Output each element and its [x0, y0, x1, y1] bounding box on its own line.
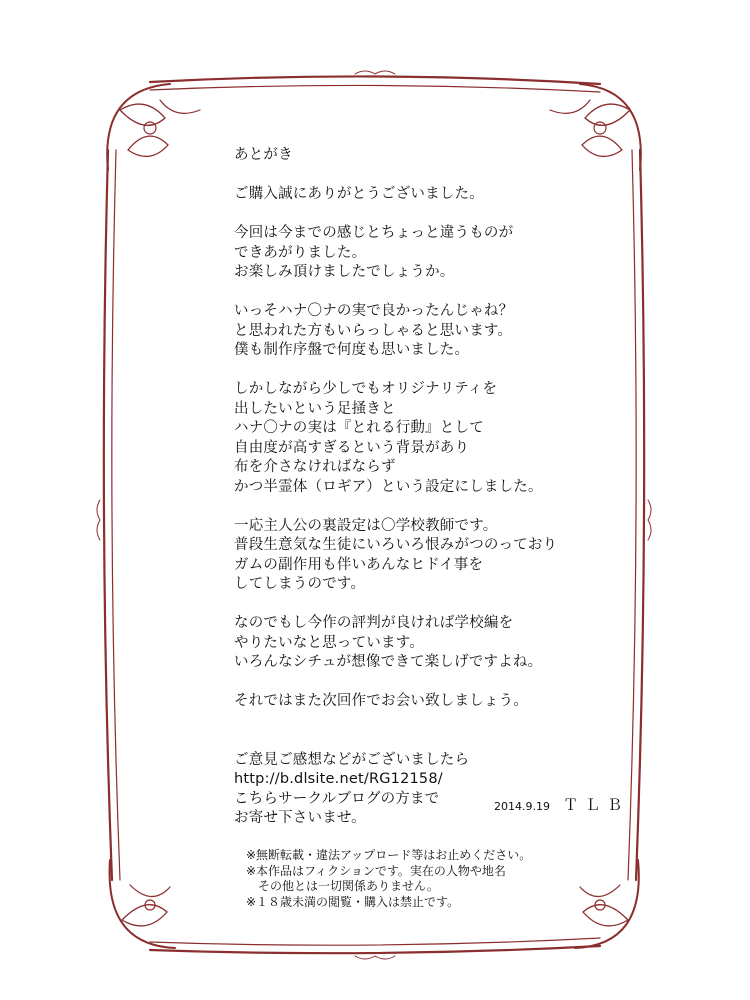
contact-line: お寄せ下さいませ。: [234, 810, 366, 826]
paragraph-line: 布を介さなければならず: [234, 459, 396, 475]
paragraph-line: それではまた次回作でお会い致しましょう。: [234, 693, 528, 709]
note-line: ※本作品はフィクションです。実在の人物や地名: [246, 863, 506, 878]
contact-line: ご意見ご感想などがございましたら: [234, 751, 470, 768]
paragraph-line: と思われた方もいらっしゃると思います。: [234, 322, 513, 339]
afterword-body: [234, 146, 634, 829]
signature-date: 2014.9.19: [494, 800, 550, 813]
paragraph-line: 自由度が高すぎるという背景があり: [234, 439, 470, 456]
paragraph-line: かつ半霊体（ロギア）という設定にしました。: [234, 478, 543, 495]
note-line: その他とは一切関係ありません。: [246, 879, 439, 893]
paragraph-line: しかしながら少しでもオリジナリティを: [234, 381, 498, 397]
paragraph-line: 一応主人公の裏設定は〇学校教師です。: [234, 517, 498, 534]
signature-name: ＴＬＢ: [563, 796, 630, 814]
paragraph-line: ご購入誠にありがとうございました。: [234, 186, 484, 202]
contact-line: こちらサークルブログの方まで: [234, 790, 440, 807]
note-line: ※１８歳未満の閲覧・購入は禁止です。: [246, 894, 460, 909]
paragraph-line: ガムの副作用も伴いあんなヒドイ事を: [234, 556, 484, 573]
afterword-heading: あとがき: [234, 147, 293, 163]
legal-notes: [246, 848, 531, 910]
paragraph-line: ハナ〇ナの実は『とれる行動』として: [234, 420, 484, 436]
blog-url-link[interactable]: http://b.dlsite.net/RG12158/: [234, 771, 443, 787]
signature: [494, 794, 629, 815]
paragraph-line: なのでもし今作の評判が良ければ学校編を: [234, 615, 514, 631]
paragraph-line: お楽しみ頂けましたでしょうか。: [234, 264, 455, 280]
paragraph-line: やりたいなと思っています。: [234, 634, 424, 651]
paragraph-line: 普段生意気な生徒にいろいろ恨みがつのっており: [234, 537, 558, 553]
paragraph-line: 僕も制作序盤で何度も思いました。: [234, 342, 470, 358]
paragraph-line: 今回は今までの感じとちょっと違うものが: [234, 225, 514, 241]
paragraph-line: 出したいという足掻きと: [234, 400, 396, 417]
paragraph-line: いろんなシチュが想像できて楽しげですよね。: [234, 654, 543, 670]
paragraph-line: できあがりました。: [234, 244, 367, 261]
paragraph-line: いっそハナ〇ナの実で良かったんじゃね？: [234, 303, 514, 319]
note-line: ※無断転載・違法アップロード等はお止めください。: [246, 848, 532, 862]
paragraph-line: してしまうのです。: [234, 576, 366, 592]
